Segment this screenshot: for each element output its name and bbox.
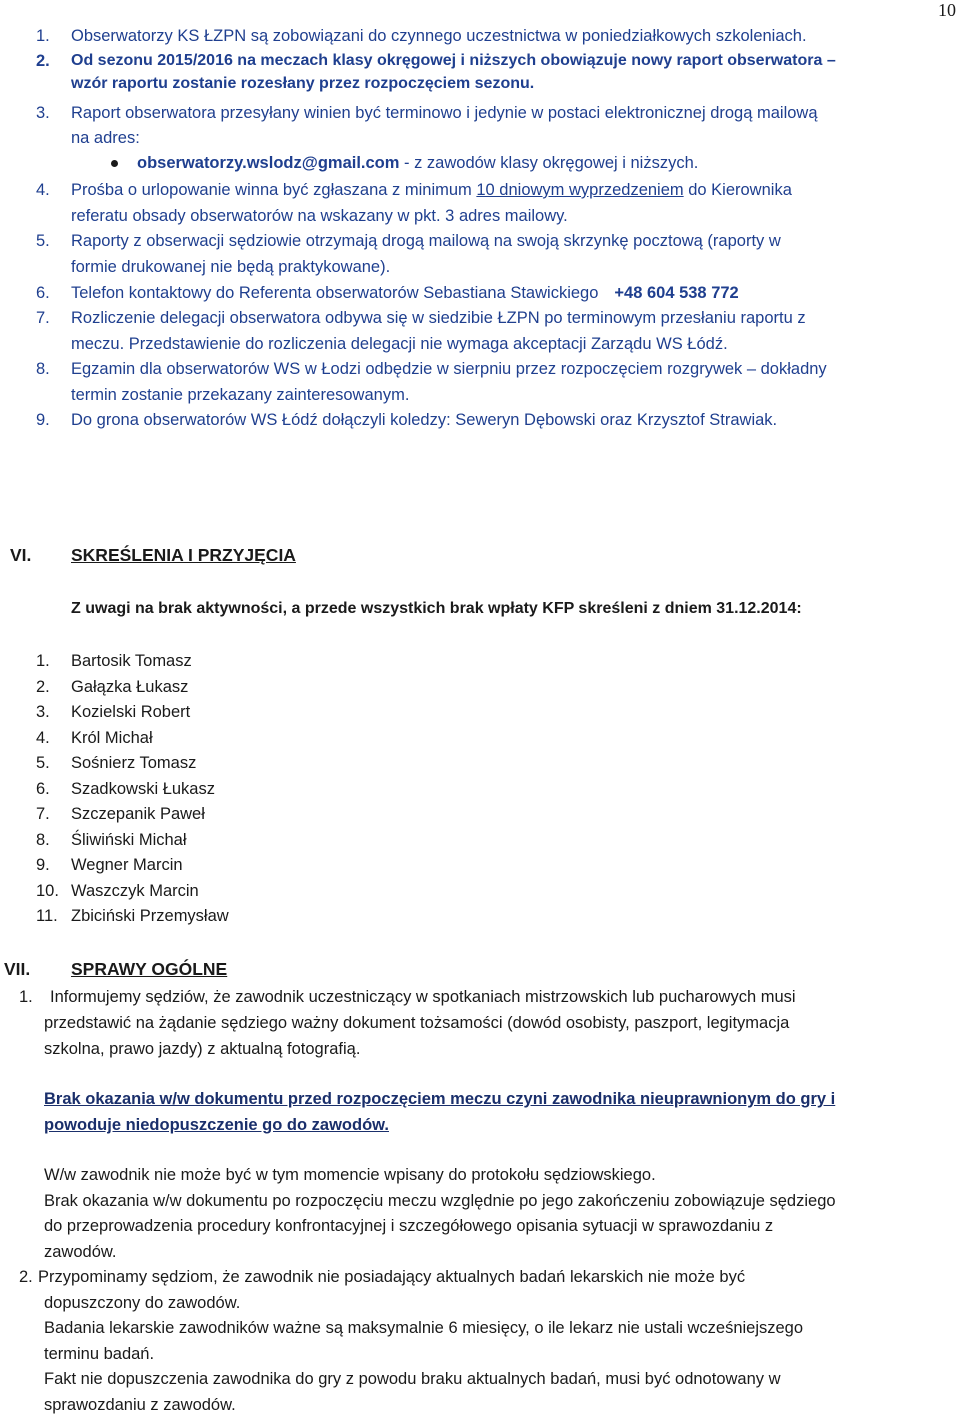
section-numeral: VI. bbox=[10, 545, 32, 565]
paragraph-line: terminu badań. bbox=[44, 1345, 155, 1363]
phone-label: Telefon kontaktowy do Referenta obserwatorów Sebastiana Stawickiego bbox=[71, 284, 599, 302]
name-item: Szczepanik Paweł bbox=[71, 805, 205, 823]
list-number: 5. bbox=[36, 232, 50, 250]
list-number: 9. bbox=[36, 411, 50, 429]
name-number: 5. bbox=[36, 754, 50, 772]
list-item-text: meczu. Przedstawienie do rozliczenia delegacji nie wymaga akceptacji Zarządu WS Łódź. bbox=[71, 335, 728, 353]
email-note: - z zawodów klasy okręgowej i niższych. bbox=[399, 154, 699, 172]
name-item: Szadkowski Łukasz bbox=[71, 780, 215, 798]
name-item: Gałązka Łukasz bbox=[71, 678, 189, 696]
name-number: 7. bbox=[36, 805, 50, 823]
name-item: Sośnierz Tomasz bbox=[71, 754, 197, 772]
name-item: Waszczyk Marcin bbox=[71, 882, 199, 900]
list-item-text: termin zostanie przekazany zainteresowanym. bbox=[71, 386, 410, 404]
paragraph-line: zawodów. bbox=[44, 1243, 117, 1261]
list-number: 1. bbox=[19, 988, 33, 1006]
bullet-icon bbox=[111, 160, 118, 167]
name-number: 2. bbox=[36, 678, 50, 696]
list-number: 8. bbox=[36, 360, 50, 378]
name-number: 4. bbox=[36, 729, 50, 747]
paragraph-line: przedstawić na żądanie sędziego ważny dokument tożsamości (dowód osobisty, paszport, legitymacja bbox=[44, 1014, 790, 1032]
list-item-text: Raport obserwatora przesyłany winien być terminowo i jedynie w postaci elektronicznej drogą mailową bbox=[71, 104, 818, 122]
list-number: 7. bbox=[36, 309, 50, 327]
paragraph-line: Przypominamy sędziom, że zawodnik nie posiadający aktualnych badań lekarskich nie może być bbox=[38, 1268, 746, 1286]
list-item-text: Obserwatorzy KS ŁZPN są zobowiązani do czynnego uczestnictwa w poniedziałkowych szkoleniach. bbox=[71, 27, 807, 45]
list-number: 3. bbox=[36, 104, 50, 122]
name-item: Śliwiński Michał bbox=[71, 831, 187, 849]
paragraph-line: do przeprowadzenia procedury konfrontacyjnej i szczegółowego opisania sytuacji w sprawozdaniu z bbox=[44, 1217, 774, 1235]
list-item-text: formie drukowanej nie będą praktykowane). bbox=[71, 258, 391, 276]
list-number: 1. bbox=[36, 27, 50, 45]
name-item: Wegner Marcin bbox=[71, 856, 183, 874]
list-item-text: wzór raportu zostanie rozesłany przez rozpoczęciem sezonu. bbox=[71, 75, 535, 92]
underlined-phrase: 10 dniowym wyprzedzeniem bbox=[476, 181, 684, 199]
name-number: 8. bbox=[36, 831, 50, 849]
section-numeral: VII. bbox=[4, 959, 31, 979]
phone-number: +48 604 538 772 bbox=[614, 284, 739, 302]
list-item-text: Do grona obserwatorów WS Łódź dołączyli koledzy: Seweryn Dębowski oraz Krzysztof Strawiak. bbox=[71, 411, 778, 429]
name-number: 6. bbox=[36, 780, 50, 798]
name-item: Kozielski Robert bbox=[71, 703, 191, 721]
paragraph-line: Fakt nie dopuszczenia zawodnika do gry z powodu braku aktualnych badań, musi być odnotowany w bbox=[44, 1370, 781, 1388]
list-number: 2. bbox=[19, 1268, 33, 1286]
list-number: 4. bbox=[36, 181, 50, 199]
name-number: 9. bbox=[36, 856, 50, 874]
list-item-text: Raporty z obserwacji sędziowie otrzymają drogą mailową na swoją skrzynkę pocztową (raporty w bbox=[71, 232, 781, 250]
section-title: SKREŚLENIA I PRZYJĘCIA bbox=[71, 545, 296, 565]
warning-line: Brak okazania w/w dokumentu przed rozpoczęciem meczu czyni zawodnika nieuprawnionym do gry i bbox=[44, 1090, 836, 1108]
list-item-text: Egzamin dla obserwatorów WS w Łodzi odbędzie w sierpniu przez rozpoczęciem rozgrywek – dokładny bbox=[71, 360, 827, 378]
name-item: Zbiciński Przemysław bbox=[71, 907, 229, 925]
list-item-text bbox=[71, 282, 739, 304]
paragraph-line: Brak okazania w/w dokumentu po rozpoczęciu meczu względnie po jego zakończeniu zobowiązuje sędziego bbox=[44, 1192, 836, 1210]
email-line bbox=[137, 152, 698, 174]
list-item-text: Od sezonu 2015/2016 na meczach klasy okręgowej i niższych obowiązuje nowy raport obserwatora – bbox=[71, 52, 836, 69]
list-item-text: referatu obsady obserwatorów na wskazany w pkt. 3 adres mailowy. bbox=[71, 207, 568, 225]
name-number: 11. bbox=[36, 907, 58, 925]
paragraph-line: szkolna, prawo jazdy) z aktualną fotografią. bbox=[44, 1040, 361, 1058]
list-number: 6. bbox=[36, 284, 50, 302]
paragraph-line: dopuszczony do zawodów. bbox=[44, 1294, 241, 1312]
name-number: 10. bbox=[36, 882, 59, 900]
paragraph-line: Informujemy sędziów, że zawodnik uczestniczący w spotkaniach mistrzowskich lub pucharowych musi bbox=[50, 988, 796, 1006]
paragraph-line: sprawozdaniu z zawodów. bbox=[44, 1396, 236, 1414]
list-item-text: Prośba o urlopowanie winna być zgłaszana z minimum 10 dniowym wyprzedzeniem do Kierownika bbox=[71, 181, 792, 199]
paragraph-line: W/w zawodnik nie może być w tym momencie wpisany do protokołu sędziowskiego. bbox=[44, 1166, 656, 1184]
paragraph-line: Badania lekarskie zawodników ważne są maksymalnie 6 miesięcy, o ile lekarz nie ustali wcześniejszego bbox=[44, 1319, 804, 1337]
warning-line: powoduje niedopuszczenie go do zawodów. bbox=[44, 1116, 389, 1134]
name-item: Król Michał bbox=[71, 729, 153, 747]
email-address[interactable]: obserwatorzy.wslodz@gmail.com bbox=[137, 154, 400, 172]
list-item-text: Rozliczenie delegacji obserwatora odbywa się w siedzibie ŁZPN po terminowym przesłaniu raportu z bbox=[71, 309, 806, 327]
section-title: SPRAWY OGÓLNE bbox=[71, 959, 228, 979]
list-number: 2. bbox=[36, 52, 50, 70]
name-number: 1. bbox=[36, 652, 50, 670]
name-item: Bartosik Tomasz bbox=[71, 652, 192, 670]
name-number: 3. bbox=[36, 703, 50, 721]
page-number: 10 bbox=[938, 0, 956, 20]
section-subtitle: Z uwagi na brak aktywności, a przede wszystkich brak wpłaty KFP skreśleni z dniem 31.12.2014: bbox=[71, 600, 802, 617]
list-item-text: na adres: bbox=[71, 129, 140, 147]
